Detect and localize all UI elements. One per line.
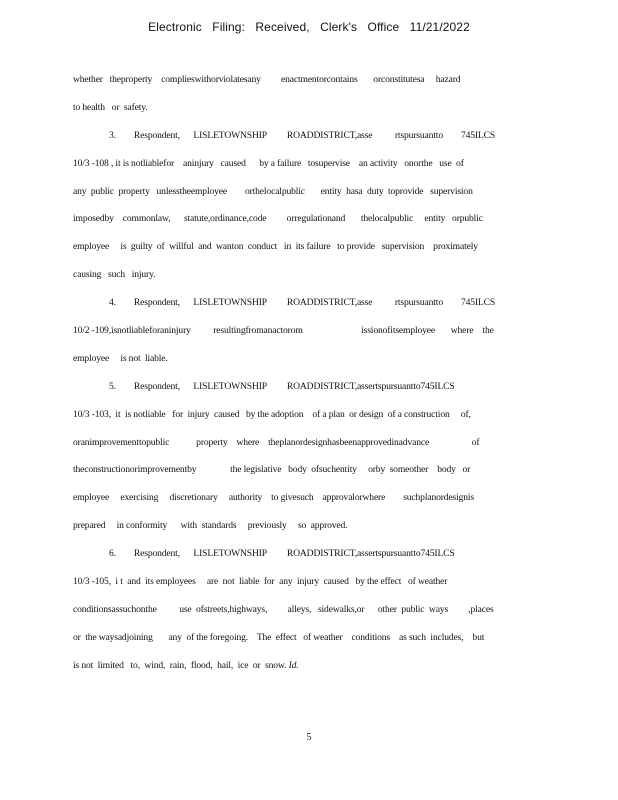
page-number: 5 [306, 732, 312, 743]
text-line: 10/3 -105, i t and its employees are not liable for any injury caused by the effect of weather [73, 576, 448, 588]
text-line: employee is not liable. [73, 352, 168, 364]
text-line: employee is guilty of willful and wanton conduct in its failure to provide supervision proximately [73, 241, 478, 253]
text-line: any public property unlesstheemployee orthelocalpublic entity hasa duty toprovide supervision [73, 185, 473, 197]
citation-id: Id. [288, 659, 299, 671]
text-line: 10/3 -108 , it is notliablefor aninjury caused by a failure tosupervise an activity onorthe use of [73, 157, 464, 169]
document-body [73, 70, 533, 684]
text-line: 10/3 -103, it is notliable for injury caused by the adoption of a plan or design of a construction of, [73, 408, 471, 420]
text-line: conditionsassuchonthe use ofstreets,highways, alleys, sidewalks,or other public ways ,places [73, 603, 494, 615]
text-line: employee exercising discretionary authority to givesuch approvalorwhere suchplanordesignis [73, 492, 475, 504]
text-line: whether theproperty complieswithorviolatesany enactmentorcontains orconstitutesa hazard [73, 74, 461, 85]
paragraph-5-line: 5. Respondent, LISLETOWNSHIP ROADDISTRICT,assertspursuantto745ILCS [109, 380, 455, 392]
text-line-content: is not limited to, wind, rain, flood, hail, ice or snow. [73, 659, 289, 671]
paragraph-4-line: 4. Respondent, LISLETOWNSHIP ROADDISTRICT,asse rtspursuantto 745ILCS [109, 297, 496, 309]
paragraph-6-line: 6. Respondent, LISLETOWNSHIP ROADDISTRICT,assertspursuantto745ILCS [109, 548, 455, 560]
text-line: theconstructionorimprovementby the legislative body ofsuchentity orby someother body or [73, 464, 471, 476]
text-line: or the waysadjoining any of the foregoing. The effect of weather conditions as such includes, but [73, 631, 485, 643]
text-line: oranimprovementtopublic property where theplanordesignhasbeenapprovedinadvance of [73, 436, 480, 448]
text-line: imposedby commonlaw, statute,ordinance,code orregulationand thelocalpublic entity orpublic [73, 213, 483, 225]
filing-stamp-text: Electronic Filing: Received, Clerk's Office 11/21/2022 [148, 20, 470, 34]
filing-stamp-header [0, 20, 618, 34]
paragraph-3-line: 3. Respondent, LISLETOWNSHIP ROADDISTRICT,asse rtspursuantto 745ILCS [109, 129, 496, 141]
text-line: 10/2 -109,isnotliableforaninjury resultingfromanactorom issionofitsemployee where the [73, 325, 494, 337]
text-line-with-citation [73, 656, 533, 684]
text-line: causing such injury. [73, 269, 156, 281]
text-line: to health or safety. [73, 101, 148, 113]
text-line: prepared in conformity with standards previously so approved. [73, 520, 348, 532]
